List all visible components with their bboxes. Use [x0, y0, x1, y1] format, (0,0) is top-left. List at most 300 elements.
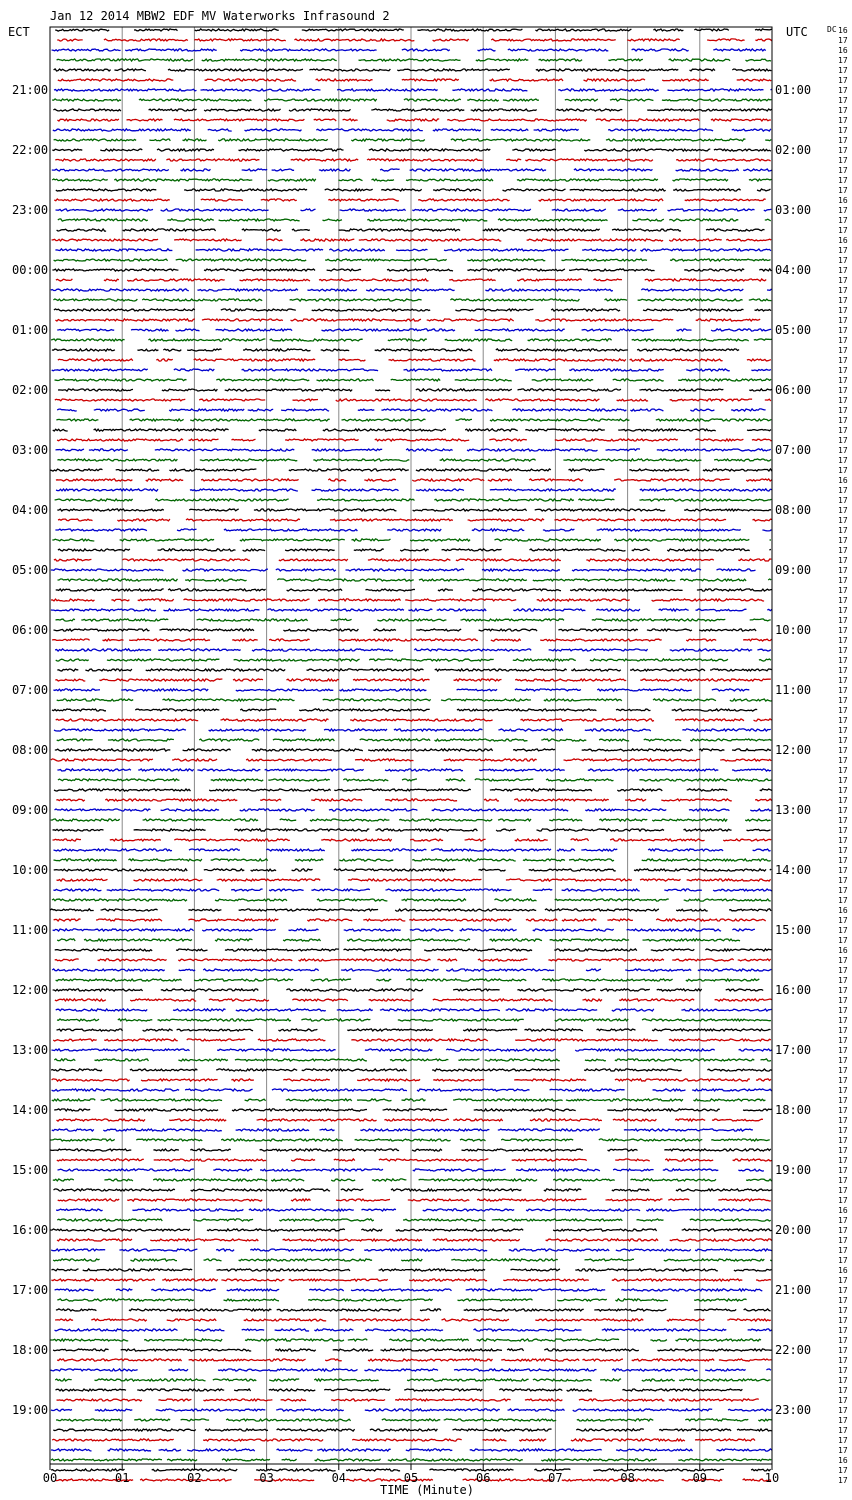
dc-offset-label: 17	[838, 56, 848, 65]
left-hour-label: 04:00	[12, 503, 49, 517]
trace-row	[54, 259, 771, 261]
trace-row	[55, 1329, 772, 1331]
trace-row	[56, 1309, 771, 1311]
trace-row	[57, 119, 771, 121]
dc-offset-label: 17	[838, 96, 848, 105]
trace-row	[50, 1339, 761, 1341]
dc-offset-label: 17	[838, 826, 848, 835]
trace-row	[54, 309, 771, 311]
dc-offset-label: 17	[838, 696, 848, 705]
dc-offset-label: 16	[838, 1206, 848, 1215]
left-hour-label: 00:00	[12, 263, 49, 277]
trace-row	[58, 79, 771, 81]
dc-offset-label: 17	[838, 1406, 848, 1415]
dc-offset-label: 17	[838, 386, 848, 395]
dc-offset-label: 17	[838, 1016, 848, 1025]
trace-row	[54, 1189, 772, 1191]
x-tick-label: 10	[764, 1471, 780, 1485]
left-hour-label: 11:00	[12, 923, 49, 937]
minute-gridlines	[122, 27, 700, 1464]
x-tick-label: 03	[259, 1471, 274, 1485]
trace-row	[53, 1349, 771, 1351]
dc-offset-label: 17	[838, 1106, 848, 1115]
dc-offset-label: 17	[838, 246, 848, 255]
trace-row	[57, 1159, 772, 1161]
dc-offset-label: 17	[838, 286, 848, 295]
dc-offset-label: 17	[838, 806, 848, 815]
dc-offset-label: 17	[838, 1416, 848, 1425]
trace-row	[55, 949, 772, 951]
trace-row	[53, 689, 749, 691]
dc-offset-label: 17	[838, 556, 848, 565]
dc-offset-label: 17	[838, 206, 848, 215]
dc-offset-label: 17	[838, 1256, 848, 1265]
trace-row	[57, 1299, 746, 1301]
trace-row	[56, 189, 771, 191]
trace-row	[54, 869, 772, 871]
trace-row	[54, 919, 766, 921]
trace-row	[55, 809, 772, 811]
left-hour-label: 10:00	[12, 863, 49, 877]
dc-offset-label: 17	[838, 126, 848, 135]
dc-offset-label: 17	[838, 636, 848, 645]
trace-row	[54, 729, 771, 731]
dc-offset-label: 17	[838, 916, 848, 925]
left-hour-label: 22:00	[12, 143, 49, 157]
right-hour-label: 08:00	[775, 503, 812, 517]
x-tick-label: 02	[187, 1471, 202, 1485]
right-hour-label: 11:00	[775, 683, 812, 697]
x-tick-label: 04	[331, 1471, 347, 1485]
left-hour-label: 09:00	[12, 803, 49, 817]
left-hour-label: 08:00	[12, 743, 49, 757]
dc-offset-label: 17	[838, 796, 848, 805]
trace-row	[52, 709, 757, 711]
right-hour-label: 03:00	[775, 203, 812, 217]
x-tick-label: 07	[548, 1471, 563, 1485]
trace-row	[56, 419, 771, 421]
right-hour-label: 21:00	[775, 1283, 812, 1297]
trace-row	[53, 1429, 771, 1431]
right-hour-label: 12:00	[775, 743, 812, 757]
x-tick-label: 08	[620, 1471, 635, 1485]
dc-offset-label: 17	[838, 1326, 848, 1335]
right-timezone-label: UTC	[786, 25, 808, 39]
trace-row	[55, 999, 772, 1001]
trace-row	[55, 1319, 771, 1321]
trace-row	[52, 639, 772, 641]
right-hour-label: 01:00	[775, 83, 812, 97]
dc-offset-label: 17	[838, 666, 848, 675]
dc-offset-label: 17	[838, 676, 848, 685]
right-hour-label: 14:00	[775, 863, 812, 877]
trace-row	[57, 439, 771, 441]
trace-row	[57, 329, 771, 331]
dc-offset-label: 17	[838, 1296, 848, 1305]
trace-row	[51, 569, 756, 571]
dc-offset-label: 17	[838, 866, 848, 875]
dc-offset-label: 17	[838, 1056, 848, 1065]
trace-row	[55, 1379, 770, 1381]
trace-row	[58, 549, 771, 551]
dc-offset-label: 17	[838, 836, 848, 845]
dc-offset-label: 17	[838, 1006, 848, 1015]
dc-offset-label: 17	[838, 856, 848, 865]
trace-row	[57, 739, 772, 741]
trace-row	[54, 789, 772, 791]
dc-offset-label: 17	[838, 646, 848, 655]
dc-offset-label: 17	[838, 376, 848, 385]
dc-offset-label: 17	[838, 616, 848, 625]
trace-row	[57, 59, 771, 61]
left-hour-label: 02:00	[12, 383, 49, 397]
trace-row	[58, 359, 771, 361]
dc-offset-label: 17	[838, 36, 848, 45]
dc-offset-label: 17	[838, 956, 848, 965]
dc-offset-label: 17	[838, 936, 848, 945]
trace-row	[56, 479, 772, 481]
dc-offset-label: 17	[838, 1166, 848, 1175]
trace-row	[57, 1239, 772, 1241]
dc-offset-label: 17	[838, 1386, 848, 1395]
right-hour-label: 17:00	[775, 1043, 812, 1057]
trace-row	[55, 159, 770, 161]
dc-offset-label: 17	[838, 266, 848, 275]
dc-offset-label: 16	[838, 196, 848, 205]
x-tick-label: 00	[42, 1471, 58, 1485]
trace-row	[54, 89, 772, 91]
dc-offset-label: 17	[838, 276, 848, 285]
dc-offset-label: 16	[838, 476, 848, 485]
trace-row	[56, 659, 771, 661]
left-hour-label: 17:00	[12, 1283, 49, 1297]
dc-offset-label: 17	[838, 86, 848, 95]
right-hour-labels	[775, 83, 811, 1417]
dc-offset-label: 17	[838, 256, 848, 265]
trace-row	[53, 299, 771, 301]
dc-offset-label: 16	[838, 46, 848, 55]
dc-offset-label: 17	[838, 1476, 848, 1485]
dc-offset-label: 17	[838, 1336, 848, 1345]
trace-row	[53, 889, 771, 891]
trace-row	[52, 169, 772, 171]
left-hour-label: 19:00	[12, 1403, 49, 1417]
dc-offset-label: 17	[838, 356, 848, 365]
left-hour-label: 23:00	[12, 203, 49, 217]
right-hour-label: 16:00	[775, 983, 812, 997]
trace-row	[52, 1129, 753, 1131]
dc-offset-label: 17	[838, 966, 848, 975]
right-hour-label: 23:00	[775, 1403, 812, 1417]
dc-offset-label: 17	[838, 876, 848, 885]
dc-label: DC	[827, 25, 837, 34]
trace-row	[57, 769, 771, 771]
trace-row	[58, 1199, 771, 1201]
left-hour-label: 12:00	[12, 983, 49, 997]
trace-row	[52, 149, 771, 151]
trace-row	[54, 1109, 771, 1111]
trace-row	[57, 1029, 771, 1031]
trace-row	[53, 109, 771, 111]
right-hour-label: 06:00	[775, 383, 812, 397]
trace-row	[58, 219, 771, 221]
dc-offset-label: 17	[838, 656, 848, 665]
dc-offset-label: 17	[838, 1426, 848, 1435]
dc-offset-label: 17	[838, 216, 848, 225]
right-hour-label: 20:00	[775, 1223, 812, 1237]
dc-offset-label: 17	[838, 1276, 848, 1285]
trace-row	[57, 509, 771, 511]
dc-offset-label: 17	[838, 1136, 848, 1145]
trace-row	[51, 1069, 772, 1071]
dc-offset-label: 17	[838, 336, 848, 345]
dc-offset-label: 17	[838, 396, 848, 405]
left-hour-label: 14:00	[12, 1103, 49, 1117]
trace-row	[56, 489, 772, 491]
dc-offset-label: 17	[838, 1196, 848, 1205]
dc-offset-label: 17	[838, 786, 848, 795]
dc-offset-label: 17	[838, 566, 848, 575]
trace-row	[56, 589, 772, 591]
left-hour-label: 13:00	[12, 1043, 49, 1057]
dc-offset-label: 17	[838, 1186, 848, 1195]
right-hour-label: 05:00	[775, 323, 812, 337]
left-timezone-label: ECT	[8, 25, 30, 39]
left-hour-label: 03:00	[12, 443, 49, 457]
dc-offset-label: 17	[838, 66, 848, 75]
dc-offset-label: 17	[838, 1466, 848, 1475]
dc-offset-label: 17	[838, 1306, 848, 1315]
trace-row	[52, 269, 771, 271]
right-hour-label: 22:00	[775, 1343, 812, 1357]
trace-row	[56, 209, 772, 211]
trace-row	[53, 1039, 771, 1041]
trace-row	[54, 69, 772, 71]
right-hour-label: 15:00	[775, 923, 812, 937]
trace-row	[55, 649, 771, 651]
dc-offset-label: 17	[838, 586, 848, 595]
left-hour-label: 07:00	[12, 683, 49, 697]
dc-offset-label: 17	[838, 726, 848, 735]
dc-offset-label: 17	[838, 406, 848, 415]
left-hour-label: 16:00	[12, 1223, 49, 1237]
trace-row	[57, 1359, 771, 1361]
dc-offset-label: 17	[838, 326, 848, 335]
right-hour-label: 07:00	[775, 443, 812, 457]
trace-row	[58, 519, 772, 521]
trace-row	[53, 839, 772, 841]
dc-offset-label: 17	[838, 516, 848, 525]
dc-offset-label: 17	[838, 576, 848, 585]
chart-title: Jan 12 2014 MBW2 EDF MV Waterworks Infrasound 2	[50, 9, 390, 23]
left-hour-label: 01:00	[12, 323, 49, 337]
dc-offset-label: 17	[838, 606, 848, 615]
trace-row	[56, 979, 772, 981]
dc-offset-label: 17	[838, 156, 848, 165]
trace-row	[52, 179, 771, 181]
dc-offset-label: 17	[838, 306, 848, 315]
dc-offset-label: 17	[838, 1236, 848, 1245]
dc-offset-label: 17	[838, 146, 848, 155]
dc-offset-label: 17	[838, 1066, 848, 1075]
trace-row	[52, 1089, 772, 1091]
dc-offset-label: 17	[838, 166, 848, 175]
trace-row	[52, 1439, 755, 1441]
dc-offset-label: 17	[838, 996, 848, 1005]
trace-row	[52, 99, 771, 101]
dc-offset-label: 17	[838, 536, 848, 545]
left-hour-labels	[12, 83, 48, 1417]
dc-offset-label: 17	[838, 766, 848, 775]
trace-row	[58, 389, 772, 391]
dc-offset-label: 17	[838, 1216, 848, 1225]
dc-offset-label: 17	[838, 1126, 848, 1135]
trace-row	[56, 799, 771, 801]
trace-row	[52, 1049, 772, 1051]
dc-offset-label: 17	[838, 1026, 848, 1035]
trace-row	[52, 49, 766, 51]
dc-offset-label: 17	[838, 526, 848, 535]
dc-offset-label: 16	[838, 1456, 848, 1465]
right-hour-label: 13:00	[775, 803, 812, 817]
dc-offset-label: 17	[838, 746, 848, 755]
trace-row	[57, 1019, 771, 1021]
trace-row	[57, 699, 772, 701]
dc-offset-label: 17	[838, 346, 848, 355]
trace-row	[55, 529, 771, 531]
dc-offset-label: 17	[838, 116, 848, 125]
dc-offset-label: 17	[838, 976, 848, 985]
left-hour-label: 05:00	[12, 563, 49, 577]
dc-offset-label: 17	[838, 366, 848, 375]
dc-offset-label: 17	[838, 456, 848, 465]
left-hour-label: 06:00	[12, 623, 49, 637]
trace-row	[52, 539, 771, 541]
dc-offset-label: 17	[838, 1286, 848, 1295]
dc-offset-label: 17	[838, 1146, 848, 1155]
trace-row	[55, 249, 771, 251]
dc-offset-label: 17	[838, 1036, 848, 1045]
dc-offset-label: 17	[838, 1156, 848, 1165]
trace-row	[50, 1139, 770, 1141]
dc-offset-label: 17	[838, 1116, 848, 1125]
dc-offset-label: 17	[838, 436, 848, 445]
right-hour-label: 02:00	[775, 143, 812, 157]
trace-row	[56, 1009, 772, 1011]
dc-offset-labels	[838, 26, 848, 1485]
dc-offset-label: 16	[838, 26, 848, 35]
dc-offset-label: 17	[838, 546, 848, 555]
dc-offset-label: 17	[838, 76, 848, 85]
trace-row	[55, 399, 771, 401]
left-hour-label: 21:00	[12, 83, 49, 97]
dc-offset-label: 17	[838, 886, 848, 895]
x-axis-label: TIME (Minute)	[380, 1483, 474, 1497]
dc-offset-label: 17	[838, 1096, 848, 1105]
dc-offset-label: 16	[838, 906, 848, 915]
trace-row	[53, 429, 771, 431]
dc-offset-label: 17	[838, 416, 848, 425]
trace-row	[53, 129, 771, 131]
trace-row	[52, 969, 771, 971]
trace-row	[55, 319, 760, 321]
left-hour-label: 18:00	[12, 1343, 49, 1357]
dc-offset-label: 17	[838, 106, 848, 115]
dc-offset-label: 17	[838, 896, 848, 905]
dc-offset-label: 17	[838, 496, 848, 505]
dc-offset-label: 17	[838, 816, 848, 825]
trace-row	[55, 1289, 763, 1291]
right-hour-label: 04:00	[775, 263, 812, 277]
dc-offset-label: 17	[838, 1316, 848, 1325]
trace-row	[53, 1259, 772, 1261]
dc-offset-label: 16	[838, 236, 848, 245]
dc-offset-label: 17	[838, 1356, 848, 1365]
trace-row	[55, 499, 772, 501]
dc-offset-label: 17	[838, 716, 848, 725]
dc-offset-label: 17	[838, 756, 848, 765]
dc-offset-label: 17	[838, 1226, 848, 1235]
dc-offset-label: 16	[838, 1266, 848, 1275]
dc-offset-label: 17	[838, 1086, 848, 1095]
x-tick-label: 01	[114, 1471, 130, 1485]
right-hour-label: 18:00	[775, 1103, 812, 1117]
trace-row	[52, 1099, 766, 1101]
x-tick-label: 05	[403, 1471, 419, 1485]
dc-offset-label: 17	[838, 986, 848, 995]
trace-row	[54, 1059, 771, 1061]
dc-offset-label: 16	[838, 946, 848, 955]
dc-offset-label: 17	[838, 706, 848, 715]
trace-row	[53, 989, 764, 991]
trace-row	[56, 1209, 771, 1211]
dc-offset-label: 17	[838, 1346, 848, 1355]
dc-offset-label: 17	[838, 506, 848, 515]
trace-row	[57, 1219, 771, 1221]
dc-offset-label: 17	[838, 426, 848, 435]
trace-row	[58, 779, 772, 781]
trace-row	[54, 199, 765, 201]
trace-row	[57, 669, 771, 671]
trace-row	[56, 619, 771, 621]
dc-offset-label: 17	[838, 1176, 848, 1185]
dc-offset-label: 17	[838, 136, 848, 145]
left-hour-label: 15:00	[12, 1163, 49, 1177]
dc-offset-label: 17	[838, 596, 848, 605]
trace-row	[55, 959, 771, 961]
dc-offset-label: 17	[838, 1376, 848, 1385]
x-tick-label: 09	[692, 1471, 708, 1485]
trace-row	[56, 1419, 772, 1421]
dc-offset-label: 17	[838, 176, 848, 185]
dc-offset-label: 17	[838, 1366, 848, 1375]
trace-row	[57, 39, 772, 41]
dc-offset-label: 17	[838, 626, 848, 635]
dc-offset-label: 17	[838, 686, 848, 695]
dc-offset-label: 17	[838, 1396, 848, 1405]
dc-offset-label: 17	[838, 776, 848, 785]
trace-row	[55, 379, 772, 381]
dc-offset-label: 17	[838, 486, 848, 495]
dc-offset-label: 17	[838, 466, 848, 475]
trace-row	[54, 629, 757, 631]
right-hour-label: 19:00	[775, 1163, 812, 1177]
dc-offset-label: 17	[838, 296, 848, 305]
trace-row	[54, 849, 771, 851]
dc-offset-label: 17	[838, 736, 848, 745]
dc-offset-label: 17	[838, 1446, 848, 1455]
dc-offset-label: 17	[838, 1436, 848, 1445]
